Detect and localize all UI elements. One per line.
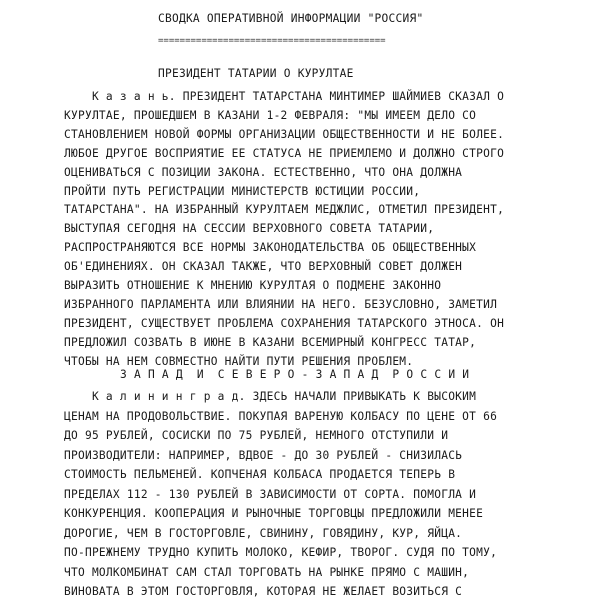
- body-text-line: СТОИМОСТЬ ПЕЛЬМЕНЕЙ. КОПЧЕНАЯ КОЛБАСА ПРОДАЕТСЯ ТЕПЕРЬ В: [64, 468, 456, 481]
- body-text-line: ИЗБРАННОГО ПАРЛАМЕНТА ИЛИ ВЛИЯНИИ НА НЕГО. БЕЗУСЛОВНО, ЗАМЕТИЛ: [64, 297, 498, 311]
- body-text-line: ЧТО МОЛКОМБИНАТ САМ СТАЛ ТОРГОВАТЬ НА РЫНКЕ ПРЯМО С МАШИН,: [64, 565, 470, 579]
- body-text-line: ПРЕЗИДЕНТ, СУЩЕСТВУЕТ ПРОБЛЕМА СОХРАНЕНИЯ ТАТАРСКОГО ЭТНОСА. ОН: [64, 316, 505, 330]
- body-text-line: ТАТАРСТАНА". НА ИЗБРАННЫЙ КУРУЛТАЕМ МЕДЖЛИС, ОТМЕТИЛ ПРЕЗИДЕНТ,: [64, 203, 505, 217]
- report-title: СВОДКА ОПЕРАТИВНОЙ ИНФОРМАЦИИ "РОССИЯ": [158, 12, 424, 25]
- body-text-line: ПРОИЗВОДИТЕЛИ: НАПРИМЕР, ВДВОЕ - ДО 30 РУБЛЕЙ - СНИЗИЛАСЬ: [64, 448, 463, 462]
- body-text-line: РАСПРОСТРАНЯЮТСЯ ВСЕ НОРМЫ ЗАКОНОДАТЕЛЬСТВА ОБ ОБЩЕСТВЕННЫХ: [64, 241, 477, 255]
- section-heading: ПРЕЗИДЕНТ ТАТАРИИ О КУРУЛТАЕ: [158, 67, 354, 80]
- body-text-line: ОБ'ЕДИНЕНИЯХ. ОН СКАЗАЛ ТАКЖЕ, ЧТО ВЕРХОВНЫЙ СОВЕТ ДОЛЖЕН: [64, 260, 463, 274]
- body-text-line: ВИНОВАТА В ЭТОМ ГОСТОРГОВЛЯ, КОТОРАЯ НЕ ЖЕЛАЕТ ВОЗИТЬСЯ С: [64, 585, 463, 598]
- body-text-line: СТАНОВЛЕНИЕМ НОВОЙ ФОРМЫ ОРГАНИЗАЦИИ ОБЩЕСТВЕННОСТИ И НЕ БОЛЕЕ.: [64, 127, 505, 141]
- body-text-line: ПРЕДЕЛАХ 112 - 130 РУБЛЕЙ В ЗАВИСИМОСТИ ОТ СОРТА. ПОМОГЛА И: [64, 487, 477, 501]
- body-text-line: ВЫРАЗИТЬ ОТНОШЕНИЕ К МНЕНИЮ КУРУЛТАЯ О ПОДМЕНЕ ЗАКОННО: [64, 279, 442, 292]
- section-heading: З А П А Д И С Е В Е Р О - З А П А Д Р О С С И И: [120, 368, 470, 381]
- body-text-line: К а з а н ь. ПРЕЗИДЕНТ ТАТАРСТАНА МИНТИМЕР ШАЙМИЕВ СКАЗАЛ О: [64, 90, 505, 103]
- body-text-line: ПО-ПРЕЖНЕМУ ТРУДНО КУПИТЬ МОЛОКО, КЕФИР, ТВОРОГ. СУДЯ ПО ТОМУ,: [64, 546, 498, 559]
- body-text-line: ДОРОГИЕ, ЧЕМ В ГОСТОРГОВЛЕ, СВИНИНУ, ГОВЯДИНУ, КУР, ЯЙЦА.: [64, 526, 463, 540]
- body-text-line: ЛЮБОЕ ДРУГОЕ ВОСПРИЯТИЕ ЕЕ СТАТУСА НЕ ПРИЕМЛЕМО И ДОЛЖНО СТРОГО: [64, 146, 505, 160]
- body-text-line: ДО 95 РУБЛЕЙ, СОСИСКИ ПО 75 РУБЛЕЙ, НЕМНОГО ОТСТУПИЛИ И: [64, 429, 449, 442]
- body-text-line: ЧТОБЫ НА НЕМ СОВМЕСТНО НАЙТИ ПУТИ РЕШЕНИЯ ПРОБЛЕМ.: [64, 354, 414, 368]
- body-text-line: К а л и н и н г р а д. ЗДЕСЬ НАЧАЛИ ПРИВЫКАТЬ К ВЫСОКИМ: [64, 390, 477, 403]
- body-text-line: ОЦЕНИВАТЬСЯ С ПОЗИЦИИ ЗАКОНА. ЕСТЕСТВЕННО, ЧТО ОНА ДОЛЖНА: [64, 165, 463, 179]
- body-text-line: КУРУЛТАЕ, ПРОШЕДШЕМ В КАЗАНИ 1-2 ФЕВРАЛЯ: "МЫ ИМЕЕМ ДЕЛО СО: [64, 108, 477, 122]
- body-text-line: ПРЕДЛОЖИЛ СОЗВАТЬ В ИЮНЕ В КАЗАНИ ВСЕМИРНЫЙ КОНГРЕСС ТАТАР,: [64, 335, 477, 349]
- title-underline-rule: ==========================================: [158, 36, 386, 46]
- body-text-line: ВЫСТУПАЯ СЕГОДНЯ НА СЕССИИ ВЕРХОВНОГО СОВЕТА ТАТАРИИ,: [64, 222, 435, 236]
- body-text-line: ЦЕНАМ НА ПРОДОВОЛЬСТВИЕ. ПОКУПАЯ ВАРЕНУЮ КОЛБАСУ ПО ЦЕНЕ ОТ 66: [64, 409, 498, 423]
- body-text-line: ПРОЙТИ ПУТЬ РЕГИСТРАЦИИ МИНИСТЕРСТВ ЮСТИЦИИ РОССИИ,: [64, 184, 421, 198]
- body-text-line: КОНКУРЕНЦИЯ. КООПЕРАЦИЯ И РЫНОЧНЫЕ ТОРГОВЦЫ ПРЕДЛОЖИЛИ МЕНЕЕ: [64, 507, 484, 520]
